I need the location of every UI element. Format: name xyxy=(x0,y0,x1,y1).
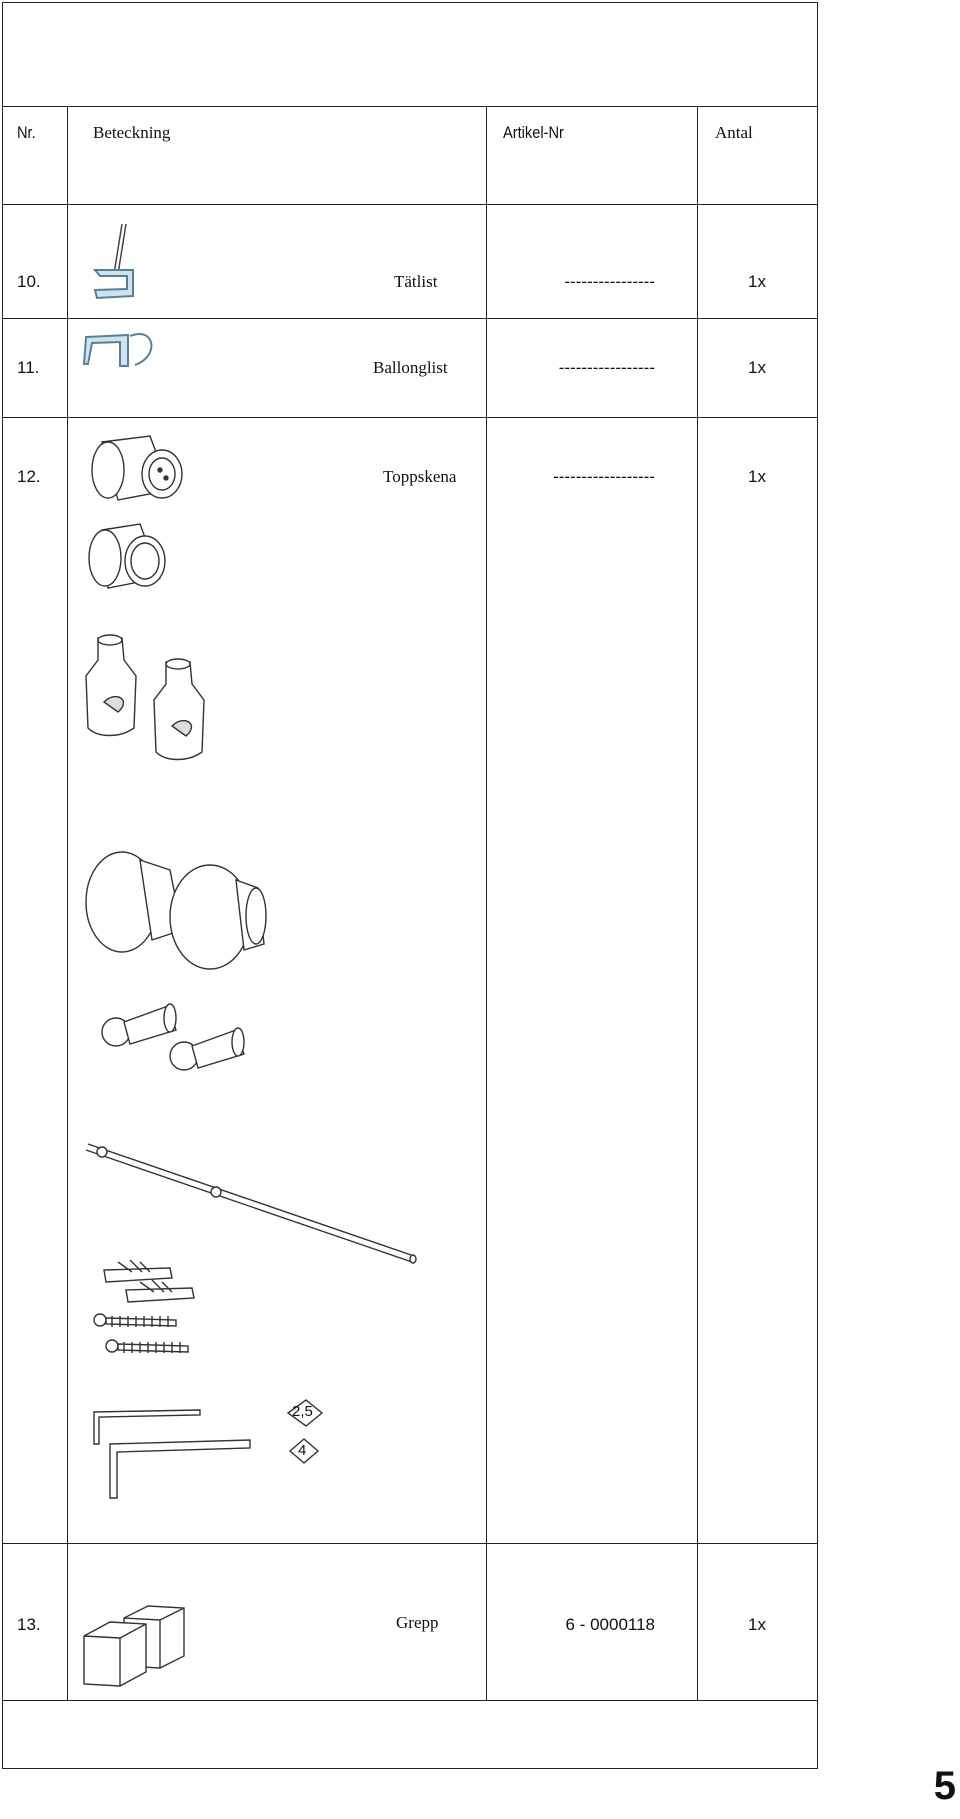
header-name: Beteckning xyxy=(93,123,171,142)
row-article: 6 - 0000118 xyxy=(565,1615,655,1634)
row-qty: 1x xyxy=(748,467,766,486)
row-qty: 1x xyxy=(748,358,766,377)
balloon-seal-icon xyxy=(84,334,151,366)
row-article: ---------------- xyxy=(564,272,655,291)
row-article: ------------------ xyxy=(553,467,655,486)
row-name: Ballonglist xyxy=(373,358,448,377)
page-number: 5 xyxy=(933,1764,956,1808)
header-article: Artikel-Nr xyxy=(503,123,564,142)
row-nr: 13. xyxy=(17,1615,41,1634)
handle-knob-icon xyxy=(84,1606,184,1686)
hex-size-label: 4 xyxy=(298,1442,307,1459)
header-qty: Antal xyxy=(715,123,753,142)
row-article: ----------------- xyxy=(558,358,655,377)
row-nr: 11. xyxy=(17,358,40,377)
row-name: Tätlist xyxy=(394,272,438,291)
row-nr: 10. xyxy=(17,272,41,291)
row-qty: 1x xyxy=(748,1615,766,1634)
hex-size-label: 2,5 xyxy=(292,1403,313,1420)
row-nr: 12. xyxy=(17,467,41,486)
row-name: Toppskena xyxy=(383,467,457,486)
header-nr: Nr. xyxy=(17,123,36,142)
top-rail-hardware-icon xyxy=(86,436,416,1498)
row-name: Grepp xyxy=(396,1613,439,1632)
seal-strip-icon xyxy=(95,224,133,298)
row-qty: 1x xyxy=(748,272,766,291)
